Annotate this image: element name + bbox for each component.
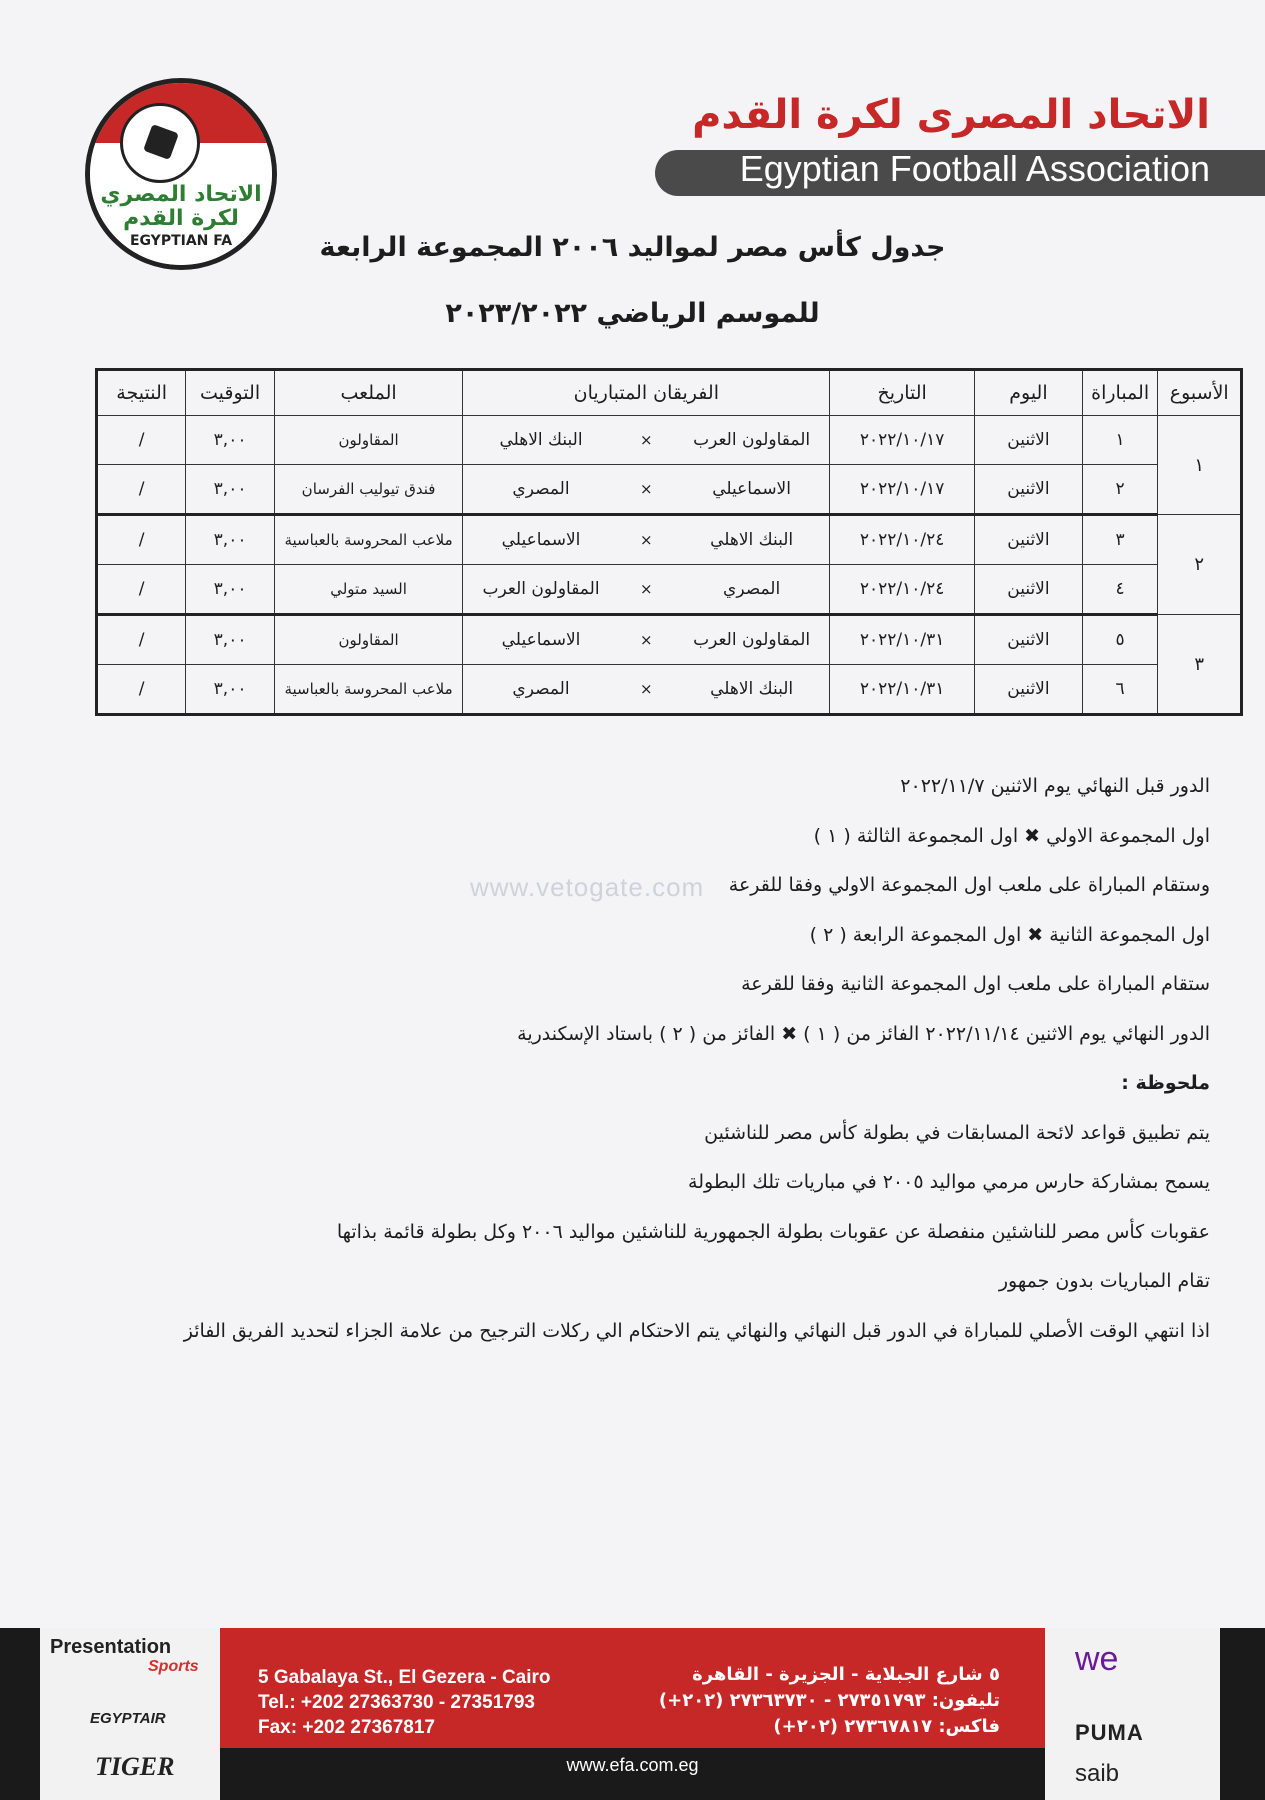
puma-logo: PUMA xyxy=(1075,1720,1144,1745)
col-time: التوقيت xyxy=(186,370,274,416)
egyptair-logo: EGYPTAIR xyxy=(90,1710,166,1727)
address-line: 5 Gabalaya St., El Gezera - Cairo xyxy=(258,1667,551,1688)
teams-cell xyxy=(463,515,830,565)
we-logo: we xyxy=(1075,1640,1119,1678)
teams-cell xyxy=(463,615,830,665)
match-cell: ٥ xyxy=(1082,615,1158,665)
notes-section xyxy=(80,762,1210,1356)
col-match: المباراة xyxy=(1082,370,1158,416)
football-icon xyxy=(120,103,200,183)
note-semifinal-1-venue: وستقام المباراة على ملعب اول المجموعة الاولي وفقا للقرعة xyxy=(728,874,1210,896)
result-cell: / xyxy=(97,465,186,515)
sports-logo: Sports xyxy=(148,1658,199,1675)
note-semifinal-date: الدور قبل النهائي يوم الاثنين ٢٠٢٢/١١/٧ xyxy=(900,775,1210,797)
away-team: الاسماعيلي xyxy=(501,630,581,650)
home-team: البنك الاهلي xyxy=(710,530,794,550)
venue-cell: المقاولون xyxy=(274,416,463,465)
match-cell: ١ xyxy=(1082,416,1158,465)
address-english xyxy=(258,1665,551,1740)
time-cell: ٣,٠٠ xyxy=(186,515,274,565)
home-team: المصري xyxy=(723,579,781,599)
match-cell: ٦ xyxy=(1082,665,1158,715)
col-result: النتيجة xyxy=(97,370,186,416)
note-final: الدور النهائي يوم الاثنين ٢٠٢٢/١١/١٤ الفائز من ( ١ ) ✖ الفائز من ( ٢ ) باستاد الإسكندرية xyxy=(517,1022,1210,1045)
away-team: المقاولون العرب xyxy=(482,579,600,599)
home-team: المقاولون العرب xyxy=(693,430,811,450)
phone-line: Tel.: +202 27363730 - 27351793 xyxy=(258,1692,535,1713)
match-cell: ٣ xyxy=(1082,515,1158,565)
col-date: التاريخ xyxy=(830,370,975,416)
table-row xyxy=(97,665,1242,715)
date-cell: ٢٠٢٢/١٠/١٧ xyxy=(830,465,975,515)
vs-mark: × xyxy=(640,480,653,498)
tiger-logo: TIGER xyxy=(95,1752,175,1781)
vs-mark: × xyxy=(640,531,653,549)
org-name-english: Egyptian Football Association xyxy=(739,148,1210,189)
schedule-table xyxy=(95,368,1243,716)
venue-cell: ملاعب المحروسة بالعباسية xyxy=(274,665,463,715)
note-penalties: عقوبات كأس مصر للناشئين منفصلة عن عقوبات بطولة الجمهورية للناشئين مواليد ٢٠٠٦ وكل بطولة قائمة بذاتها xyxy=(336,1220,1210,1243)
teams-cell xyxy=(463,416,830,465)
home-team: الاسماعيلي xyxy=(712,479,791,499)
col-day: اليوم xyxy=(975,370,1083,416)
col-week: الأسبوع xyxy=(1158,370,1242,416)
time-cell: ٣,٠٠ xyxy=(186,416,274,465)
note-semifinal-2-venue: ستقام المباراة على ملعب اول المجموعة الثانية وفقا للقرعة xyxy=(741,973,1210,995)
col-teams: الفريقان المتباريان xyxy=(463,370,830,416)
day-cell: الاثنين xyxy=(975,465,1083,515)
venue-cell: السيد متولي xyxy=(274,565,463,615)
time-cell: ٣,٠٠ xyxy=(186,665,274,715)
venue-cell: فندق تيوليب الفرسان xyxy=(274,465,463,515)
watermark: www.vetogate.com xyxy=(470,872,705,902)
date-cell: ٢٠٢٢/١٠/٣١ xyxy=(830,665,975,715)
note-no-audience: تقام المباريات بدون جمهور xyxy=(998,1270,1210,1292)
table-row xyxy=(97,416,1242,465)
note-goalkeeper: يسمح بمشاركة حارس مرمي مواليد ٢٠٠٥ في مباريات تلك البطولة xyxy=(688,1171,1210,1193)
day-cell: الاثنين xyxy=(975,665,1083,715)
vs-mark: × xyxy=(640,431,653,449)
col-venue: الملعب xyxy=(274,370,463,416)
date-cell: ٢٠٢٢/١٠/٢٤ xyxy=(830,565,975,615)
venue-cell: المقاولون xyxy=(274,615,463,665)
logo-english-text: EGYPTIAN FA xyxy=(129,233,233,249)
week-cell: ٢ xyxy=(1158,515,1242,615)
note-penalty-kicks: اذا انتهي الوقت الأصلي للمباراة في الدور قبل النهائي والنهائي يتم الاحتكام الي ركلات الترجيح من علامة الجزاء لتحديد الفريق الفائز xyxy=(183,1319,1210,1342)
match-cell: ٢ xyxy=(1082,465,1158,515)
result-cell: / xyxy=(97,565,186,615)
table-row xyxy=(97,615,1242,665)
away-team: الاسماعيلي xyxy=(501,530,581,550)
teams-cell xyxy=(463,465,830,515)
venue-cell: ملاعب المحروسة بالعباسية xyxy=(274,515,463,565)
away-team: البنك الاهلي xyxy=(499,430,583,450)
week-cell: ١ xyxy=(1158,416,1242,515)
result-cell: / xyxy=(97,615,186,665)
table-header-row xyxy=(97,370,1242,416)
day-cell: الاثنين xyxy=(975,515,1083,565)
week-cell: ٣ xyxy=(1158,615,1242,715)
address-line-ar: ٥ شارع الجبلاية - الجزيرة - القاهرة xyxy=(692,1664,1000,1685)
home-team: البنك الاهلي xyxy=(710,679,794,699)
table-row xyxy=(97,515,1242,565)
vs-mark: × xyxy=(640,580,653,598)
website-link[interactable]: www.efa.com.eg xyxy=(566,1755,699,1775)
home-team: المقاولون العرب xyxy=(693,630,811,650)
date-cell: ٢٠٢٢/١٠/٢٤ xyxy=(830,515,975,565)
note-heading: ملحوظة : xyxy=(1121,1072,1210,1094)
logo-arabic-text: الاتحاد المصري لكرة القدم xyxy=(100,182,262,231)
document-subtitle: للموسم الرياضي ٢٠٢٣/٢٠٢٢ xyxy=(445,298,820,329)
time-cell: ٣,٠٠ xyxy=(186,565,274,615)
table-row xyxy=(97,565,1242,615)
date-cell: ٢٠٢٢/١٠/٣١ xyxy=(830,615,975,665)
footer-sponsors-right xyxy=(1045,1628,1220,1800)
result-cell: / xyxy=(97,665,186,715)
away-team: المصري xyxy=(512,679,570,699)
match-cell: ٤ xyxy=(1082,565,1158,615)
presentation-logo: Presentation xyxy=(50,1636,172,1658)
org-name-arabic: الاتحاد المصرى لكرة القدم xyxy=(692,92,1210,138)
time-cell: ٣,٠٠ xyxy=(186,465,274,515)
fax-line: Fax: +202 27367817 xyxy=(258,1717,435,1738)
table-row xyxy=(97,465,1242,515)
vs-mark: × xyxy=(640,680,653,698)
note-semifinal-2: اول المجموعة الثانية ✖ اول المجموعة الرابعة ( ٢ ) xyxy=(809,923,1210,946)
day-cell: الاثنين xyxy=(975,565,1083,615)
document-title: جدول كأس مصر لمواليد ٢٠٠٦ المجموعة الرابعة xyxy=(319,232,946,263)
teams-cell xyxy=(463,565,830,615)
address-arabic xyxy=(659,1662,1000,1740)
result-cell: / xyxy=(97,515,186,565)
teams-cell xyxy=(463,665,830,715)
note-semifinal-1: اول المجموعة الاولي ✖ اول المجموعة الثالثة ( ١ ) xyxy=(813,824,1210,847)
date-cell: ٢٠٢٢/١٠/١٧ xyxy=(830,416,975,465)
note-rules: يتم تطبيق قواعد لائحة المسابقات في بطولة كأس مصر للناشئين xyxy=(704,1121,1210,1144)
vs-mark: × xyxy=(640,631,653,649)
day-cell: الاثنين xyxy=(975,615,1083,665)
result-cell: / xyxy=(97,416,186,465)
time-cell: ٣,٠٠ xyxy=(186,615,274,665)
away-team: المصري xyxy=(512,479,570,499)
fax-line-ar: فاكس: ٢٧٣٦٧٨١٧ (٢٠٢+) xyxy=(773,1716,1000,1737)
saib-logo: saib xyxy=(1075,1760,1120,1787)
phone-line-ar: تليفون: ٢٧٣٥١٧٩٣ - ٢٧٣٦٣٧٣٠ (٢٠٢+) xyxy=(658,1690,1000,1711)
day-cell: الاثنين xyxy=(975,416,1083,465)
